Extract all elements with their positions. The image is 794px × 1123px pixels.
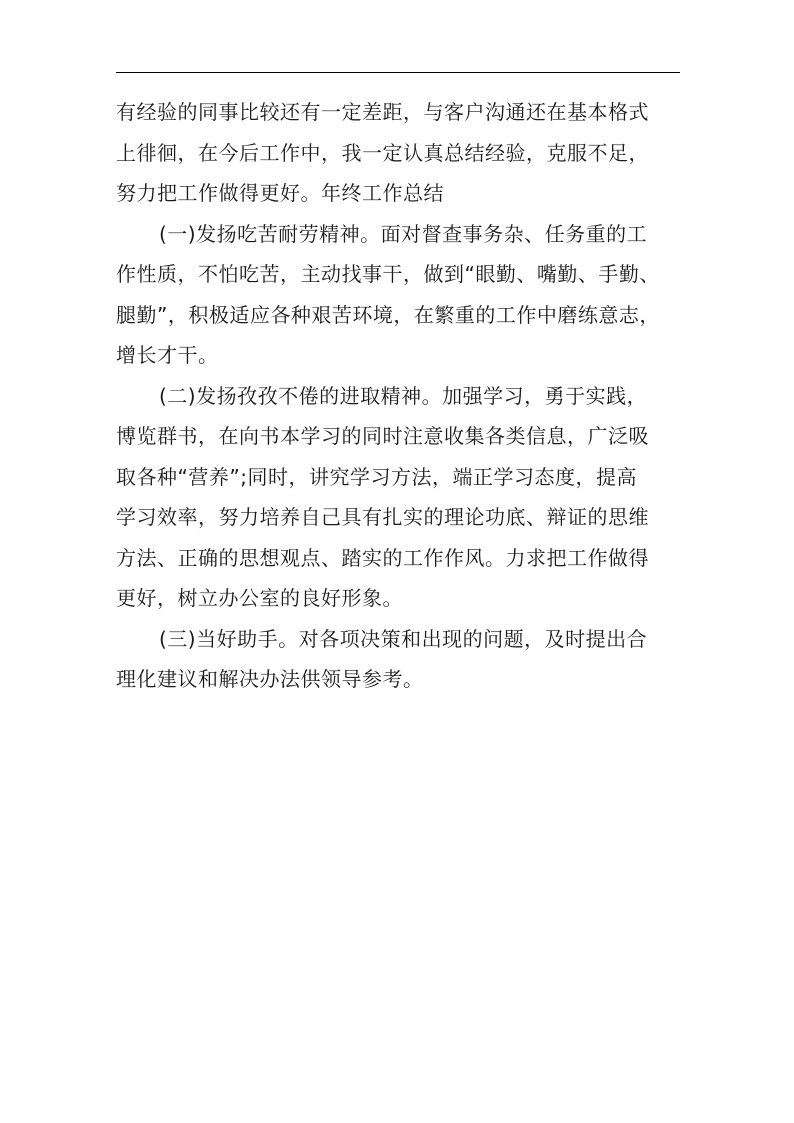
text-line: 学习效率，努力培养自己具有扎实的理论功底、辩证的思维 — [116, 505, 649, 529]
text-line: 努力把工作做得更好。年终工作总结 — [116, 181, 444, 205]
text-line: 腿勤”，积极适应各种艰苦环境，在繁重的工作中磨练意志， — [116, 302, 660, 327]
text-line: 增长才干。 — [116, 343, 219, 367]
paragraph-first-line: (二)发扬孜孜不倦的进取精神。加强学习，勇于实践， — [159, 383, 648, 408]
text-line: 作性质，不怕吃苦，主动找事干，做到“眼勤、嘴勤、手勤、 — [116, 262, 660, 286]
paragraph-first-line: (一)发扬吃苦耐劳精神。面对督查事务杂、任务重的工 — [159, 221, 648, 246]
text-line: 更好，树立办公室的良好形象。 — [116, 586, 403, 610]
text-line: 理化建议和解决办法供领导参考。 — [116, 667, 424, 691]
text-line: 博览群书，在向书本学习的同时注意收集各类信息，广泛吸 — [116, 424, 649, 448]
text-line: 方法、正确的思想观点、踏实的工作作风。力求把工作做得 — [116, 545, 649, 570]
paragraph-first-line: (三)当好助手。对各项决策和出现的问题，及时提出合 — [159, 626, 648, 651]
document-body — [116, 92, 682, 700]
header-rule — [116, 72, 680, 73]
text-line: 有经验的同事比较还有一定差距，与客户沟通还在基本格式 — [116, 100, 649, 124]
text-line: 上徘徊，在今后工作中，我一定认真总结经验，克服不足， — [116, 140, 649, 165]
text-line: 取各种“营养”;同时，讲究学习方法，端正学习态度，提高 — [116, 464, 637, 489]
